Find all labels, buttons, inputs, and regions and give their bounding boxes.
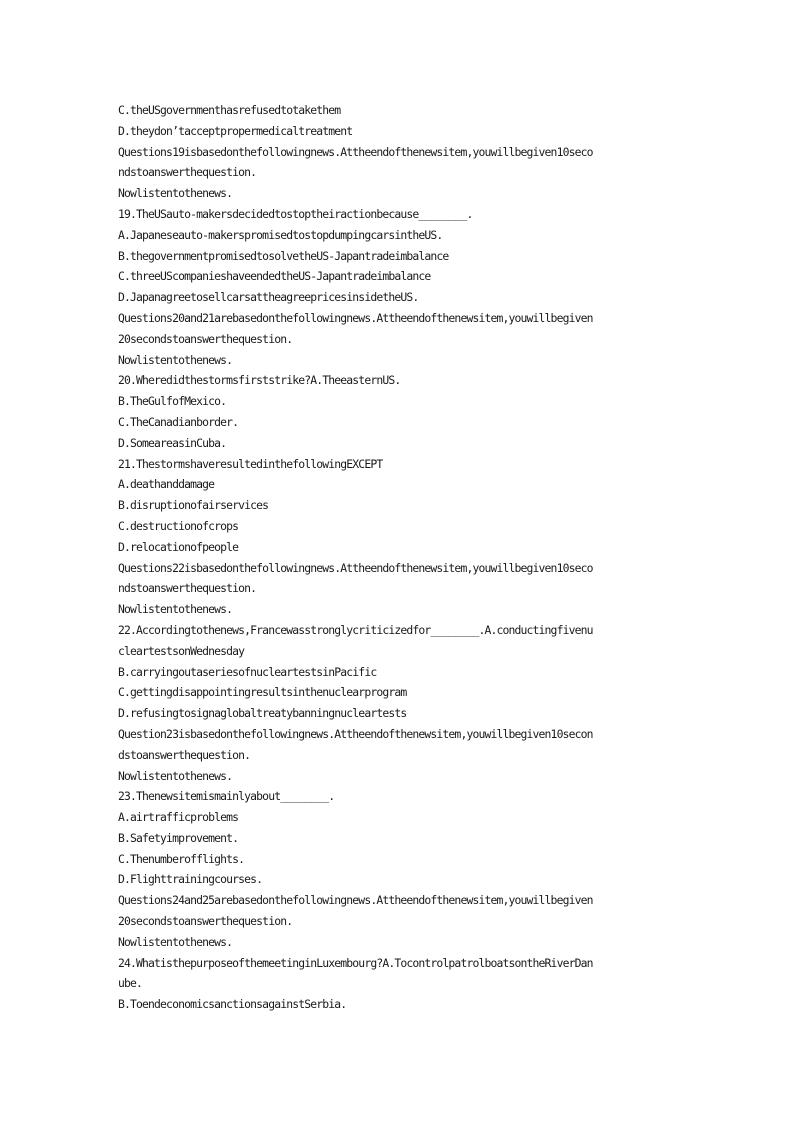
text-line: B.disruptionofairservices	[118, 498, 269, 513]
text-line: D.SomeareasinCuba.	[118, 435, 227, 450]
text-line: A.deathanddamage	[118, 477, 215, 492]
text-line: 23.Thenewsitemismainlyabout________.	[118, 789, 335, 804]
text-line: C.destructionofcrops	[118, 518, 239, 533]
text-line: ndstoanswerthequestion.	[118, 581, 257, 596]
text-line: 20secondstoanswerthequestion.	[118, 914, 293, 929]
text-line: D.theydon’tacceptpropermedicaltreatment	[118, 123, 353, 138]
text-line: D.Flighttrainingcourses.	[118, 872, 263, 887]
text-line: Question23isbasedonthefollowingnews.Attheendofthenewsitem,youwillbegiven10secon	[118, 726, 593, 741]
text-line: B.thegovernmentpromisedtosolvetheUS-Japantradeimbalance	[118, 248, 449, 263]
text-line: ube.	[118, 976, 143, 991]
text-line: C.gettingdisappointingresultsinthenuclearprogram	[118, 685, 407, 700]
text-line: Questions19isbasedonthefollowingnews.Attheendofthenewsitem,youwillbegiven10seco	[118, 144, 593, 159]
document-page	[118, 100, 678, 1015]
text-line: Nowlistentothenews.	[118, 602, 233, 617]
text-line: D.refusingtosignaglobaltreatybanningnucleartests	[118, 706, 407, 721]
text-line: ndstoanswerthequestion.	[118, 165, 257, 180]
text-line: Nowlistentothenews.	[118, 768, 233, 783]
text-line: 20.Wheredidthestormsfirststrike?A.TheeasternUS.	[118, 373, 401, 388]
text-line: C.threeUScompanieshaveendedtheUS-Japantradeimbalance	[118, 269, 431, 284]
text-line: B.TheGulfofMexico.	[118, 394, 227, 409]
text-line: B.carryingoutaseriesofnucleartestsinPacific	[118, 664, 377, 679]
text-line: C.TheCanadianborder.	[118, 414, 239, 429]
text-line: D.relocationofpeople	[118, 539, 239, 554]
text-line: Questions20and21arebasedonthefollowingnews.Attheendofthenewsitem,youwillbegiven	[118, 310, 593, 325]
text-line: A.Japaneseauto-makerspromisedtostopdumpingcarsintheUS.	[118, 227, 443, 242]
text-line: dstoanswerthequestion.	[118, 747, 251, 762]
text-line: Nowlistentothenews.	[118, 934, 233, 949]
text-line: 22.Accordingtothenews,Francewasstronglycriticizedfor________.A.conductingfivenu	[118, 622, 593, 637]
text-line: C.theUSgovernmenthasrefusedtotakethem	[118, 103, 341, 117]
text-line: 19.TheUSauto-makersdecidedtostoptheiractionbecause________.	[118, 206, 473, 221]
text-line: B.ToendeconomicsanctionsagainstSerbia.	[118, 997, 347, 1012]
text-line: C.Thenumberofflights.	[118, 851, 245, 866]
text-line: 20secondstoanswerthequestion.	[118, 331, 293, 346]
text-line: Nowlistentothenews.	[118, 186, 233, 201]
text-line: Nowlistentothenews.	[118, 352, 233, 367]
text-line: Questions22isbasedonthefollowingnews.Attheendofthenewsitem,youwillbegiven10seco	[118, 560, 593, 575]
text-line: 21.ThestormshaveresultedinthefollowingEXCEPT	[118, 456, 383, 471]
text-line: A.airtrafficproblems	[118, 810, 239, 825]
text-line: D.JapanagreetosellcarsattheagreepricesinsidetheUS.	[118, 290, 419, 305]
text-line: cleartestsonWednesday	[118, 643, 245, 658]
text-line: Questions24and25arebasedonthefollowingnews.Attheendofthenewsitem,youwillbegiven	[118, 893, 593, 908]
text-line: 24.WhatisthepurposeofthemeetinginLuxembourg?A.TocontrolpatrolboatsontheRiverDan	[118, 955, 593, 970]
text-line: B.Safetyimprovement.	[118, 830, 239, 845]
